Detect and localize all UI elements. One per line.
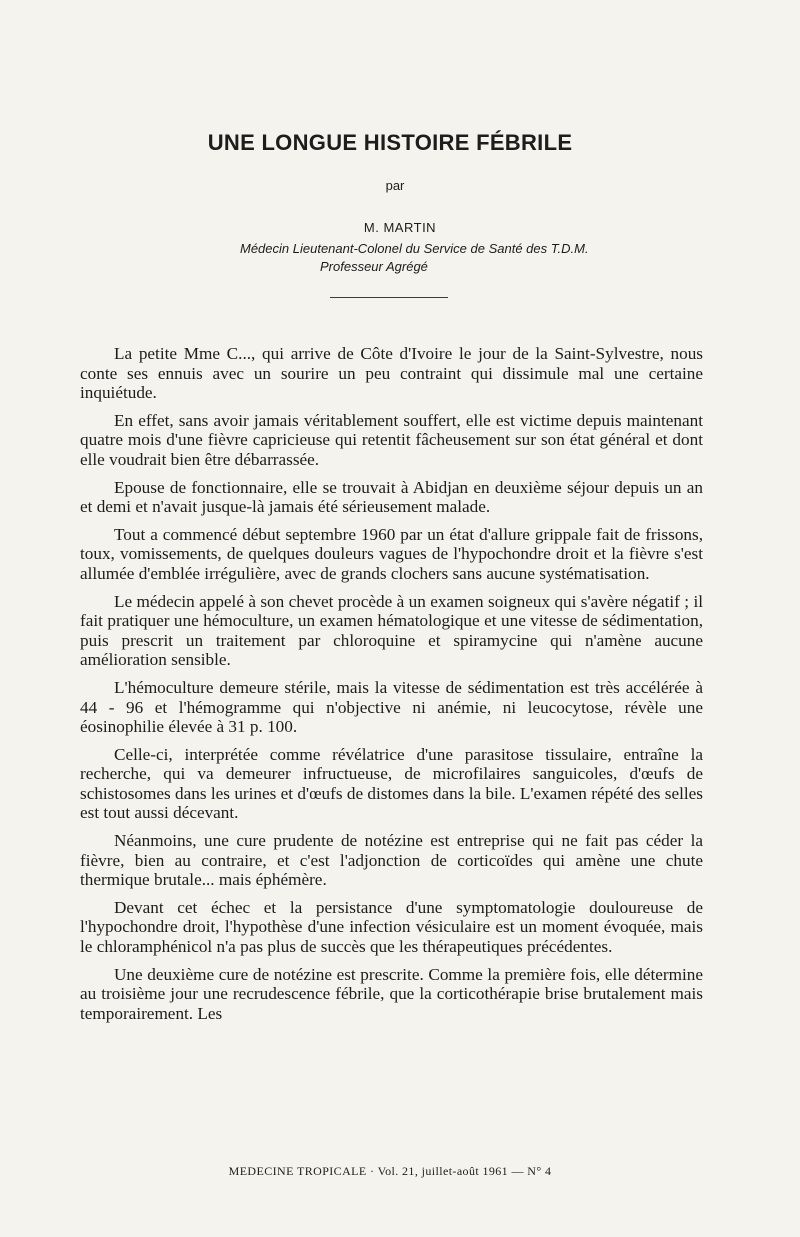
- section-divider: [330, 297, 448, 298]
- paragraph-2: En effet, sans avoir jamais véritablement souffert, elle est victime depuis maintenant quatre mois d'une fièvre capricieuse qui retentit fâcheusement sur son état général et dont elle voudrait bien être débarrassée.: [80, 410, 703, 469]
- paragraph-8: Néanmoins, une cure prudente de notézine est entreprise qui ne fait pas céder la fièvre, bien au contraire, et c'est l'adjonction de corticoïdes qui amène une chute thermique brutale... mais éphémère.: [80, 831, 703, 890]
- article-title: UNE LONGUE HISTOIRE FÉBRILE: [207, 130, 573, 155]
- byline-par: par: [385, 178, 405, 193]
- author-name: M. MARTIN: [363, 220, 437, 235]
- article-body: [80, 344, 703, 1023]
- paragraph-7: Celle-ci, interprétée comme révélatrice d'une parasitose tissulaire, entraîne la recherche, qui va demeurer infructueuse, de microfilaires sanguicoles, d'œufs de schistosomes dans les urines et d'œufs de distomes dans la bile. L'examen répété des selles est tout aussi décevant.: [80, 744, 703, 823]
- paragraph-9: Devant cet échec et la persistance d'une symptomatologie douloureuse de l'hypochondre droit, l'hypothèse d'une infection vésiculaire est un moment évoquée, mais le chloramphénicol n'a pas plus de succès que les thérapeutiques précédentes.: [80, 897, 703, 957]
- paragraph-3: Epouse de fonctionnaire, elle se trouvait à Abidjan en deuxième séjour depuis un an et demi et n'avait jusque-là jamais été sérieusement malade.: [80, 477, 703, 517]
- paragraph-10: Une deuxième cure de notézine est prescrite. Comme la première fois, elle détermine au troisième jour une recrudescence fébrile, que la corticothérapie brise brutalement mais temporairement. Les: [80, 964, 703, 1023]
- paragraph-1: La petite Mme C..., qui arrive de Côte d'Ivoire le jour de la Saint-Sylvestre, nous conte ses ennuis avec un sourire un peu contraint qui dissimule mal une certaine inquiétude.: [80, 344, 703, 403]
- author-affiliation: [0, 240, 780, 276]
- paragraph-6: L'hémoculture demeure stérile, mais la vitesse de sédimentation est très accélérée à 44 - 96 et l'hémogramme qui n'objective ni anémie, ni leucocytose, révèle une éosinophilie élevée à 31 p. 100.: [80, 677, 703, 737]
- paragraph-5: Le médecin appelé à son chevet procède à un examen soigneux qui s'avère négatif ; il fait pratiquer une hémoculture, un examen hématologique et une vitesse de sédimentation, puis prescrit un traitement par chloroquine et spiramycine qui n'amène aucune amélioration sensible.: [80, 591, 703, 670]
- affiliation-line-1: Médecin Lieutenant-Colonel du Service de Santé des T.D.M.: [240, 241, 589, 256]
- journal-footer: MEDECINE TROPICALE · Vol. 21, juillet-août 1961 — N° 4: [228, 1164, 552, 1178]
- paragraph-4: Tout a commencé début septembre 1960 par un état d'allure grippale fait de frissons, toux, vomissements, de quelques douleurs vagues de l'hypochondre droit et la fièvre s'est allumée d'emblée irrégulière, avec de grands clochers sans aucune systématisation.: [80, 524, 703, 583]
- affiliation-line-2: Professeur Agrégé: [320, 259, 428, 274]
